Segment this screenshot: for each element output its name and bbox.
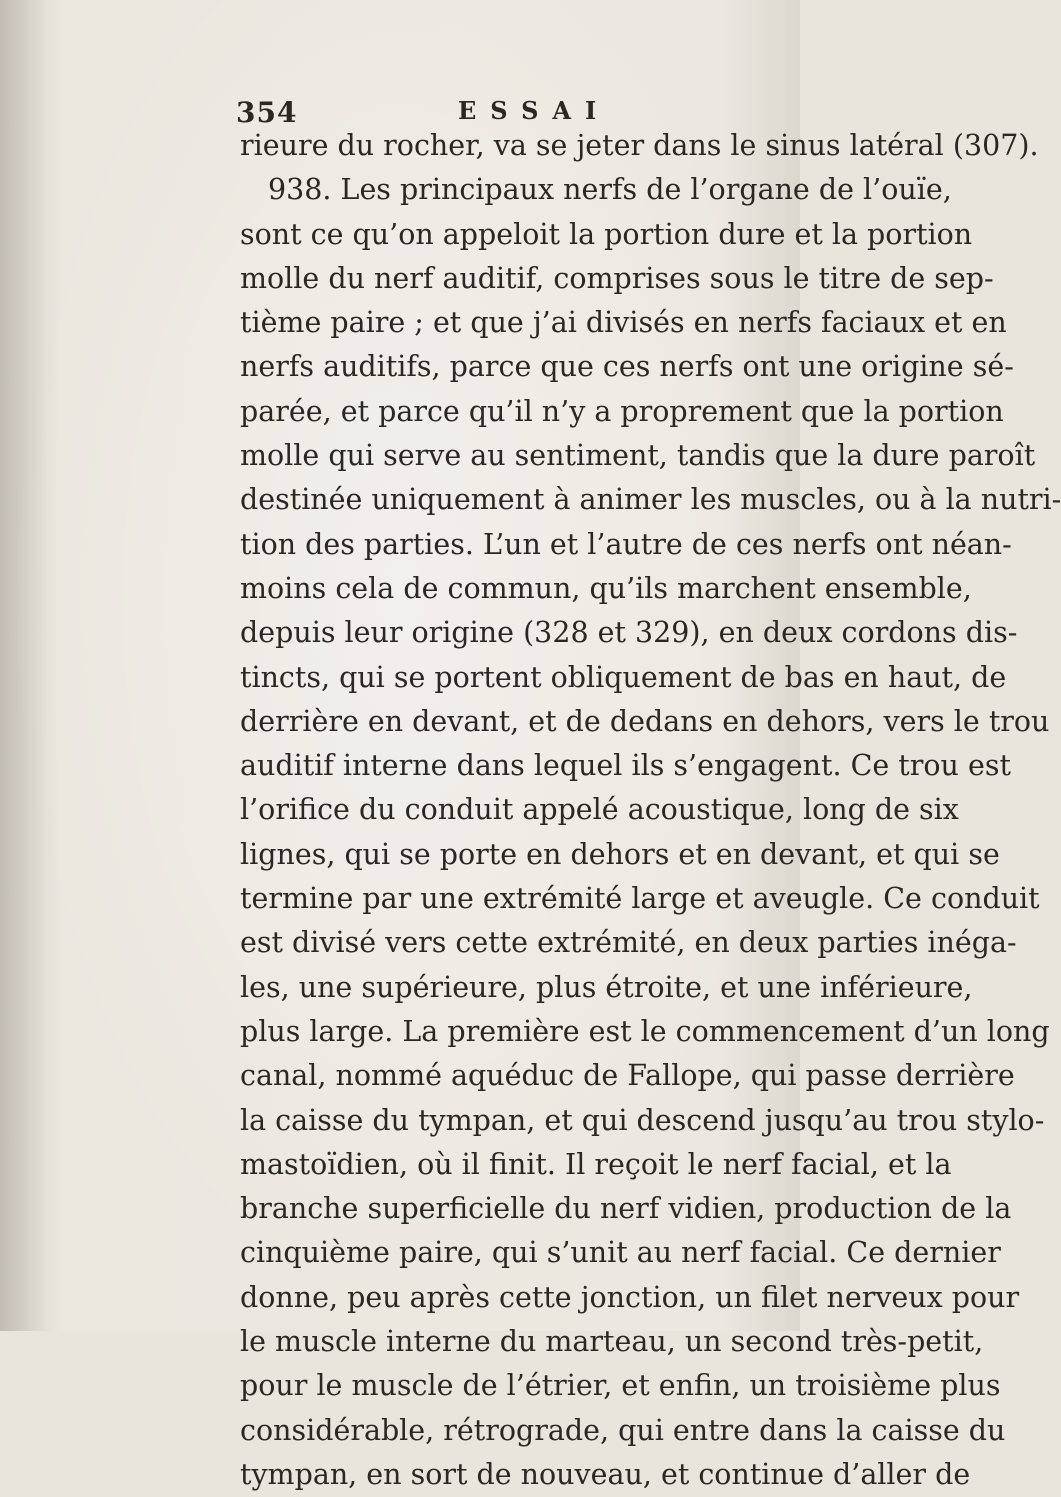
body-text (240, 124, 1061, 1497)
text-line: pour le muscle de l’étrier, et enfin, un troisième plus (240, 1369, 1001, 1403)
text-line: rieure du rocher, va se jeter dans le sinus latéral (307). (240, 129, 1039, 162)
text-line: donne, peu après cette jonction, un filet nerveux pour (240, 1280, 1020, 1314)
text-line: parée, et parce qu’il n’y a proprement que la portion (240, 394, 1004, 428)
text-line: tion des parties. L’un et l’autre de ces nerfs ont néan- (240, 527, 1012, 561)
text-line: moins cela de commun, qu’ils marchent ensemble, (240, 571, 972, 605)
text-line: branche superficielle du nerf vidien, production de la (240, 1192, 1012, 1226)
text-line: mastoïdien, où il finit. Il reçoit le nerf facial, et la (240, 1147, 952, 1181)
text-line: tième paire ; et que j’ai divisés en nerfs faciaux et en (240, 306, 1007, 340)
text-line: canal, nommé aquéduc de Fallope, qui passe derrière (240, 1059, 1015, 1093)
binding-shadow (0, 0, 60, 1331)
text-line: plus large. La première est le commencement d’un long (240, 1014, 1050, 1048)
text-line: le muscle interne du marteau, un second très-petit, (240, 1325, 984, 1359)
running-title: ESSAI (458, 96, 611, 125)
text-line: 938. Les principaux nerfs de l’organe de l’ouïe, (268, 173, 952, 207)
text-line: nerfs auditifs, parce que ces nerfs ont une origine sé- (240, 350, 1014, 384)
text-line: considérable, rétrograde, qui entre dans la caisse du (240, 1413, 1006, 1447)
text-line: sont ce qu’on appeloit la portion dure et la portion (240, 217, 973, 251)
text-line: termine par une extrémité large et aveugle. Ce conduit (240, 882, 1040, 916)
text-line: destinée uniquement à animer les muscles, ou à la nutri- (240, 483, 1061, 517)
text-line: depuis leur origine (328 et 329), en deux cordons dis- (240, 616, 1018, 650)
text-line: lignes, qui se porte en dehors et en devant, et qui se (240, 837, 1000, 871)
text-line: molle du nerf auditif, comprises sous le titre de sep- (240, 261, 994, 295)
text-line: derrière en devant, et de dedans en dehors, vers le trou (240, 704, 1050, 738)
text-line: auditif interne dans lequel ils s’engagent. Ce trou est (240, 749, 1011, 783)
text-line: les, une supérieure, plus étroite, et une inférieure, (240, 970, 973, 1004)
text-line: molle qui serve au sentiment, tandis que la dure paroît (240, 439, 1036, 473)
text-line: tincts, qui se portent obliquement de bas en haut, de (240, 660, 1007, 694)
page-number: 354 (236, 96, 298, 129)
text-line: tympan, en sort de nouveau, et continue d’aller de (240, 1457, 971, 1491)
text-line: la caisse du tympan, et qui descend jusqu’au trou stylo- (240, 1103, 1045, 1137)
text-line: est divisé vers cette extrémité, en deux parties inéga- (240, 926, 1017, 960)
text-line: l’orifice du conduit appelé acoustique, long de six (240, 793, 959, 827)
text-line: cinquième paire, qui s’unit au nerf facial. Ce dernier (240, 1236, 1001, 1270)
